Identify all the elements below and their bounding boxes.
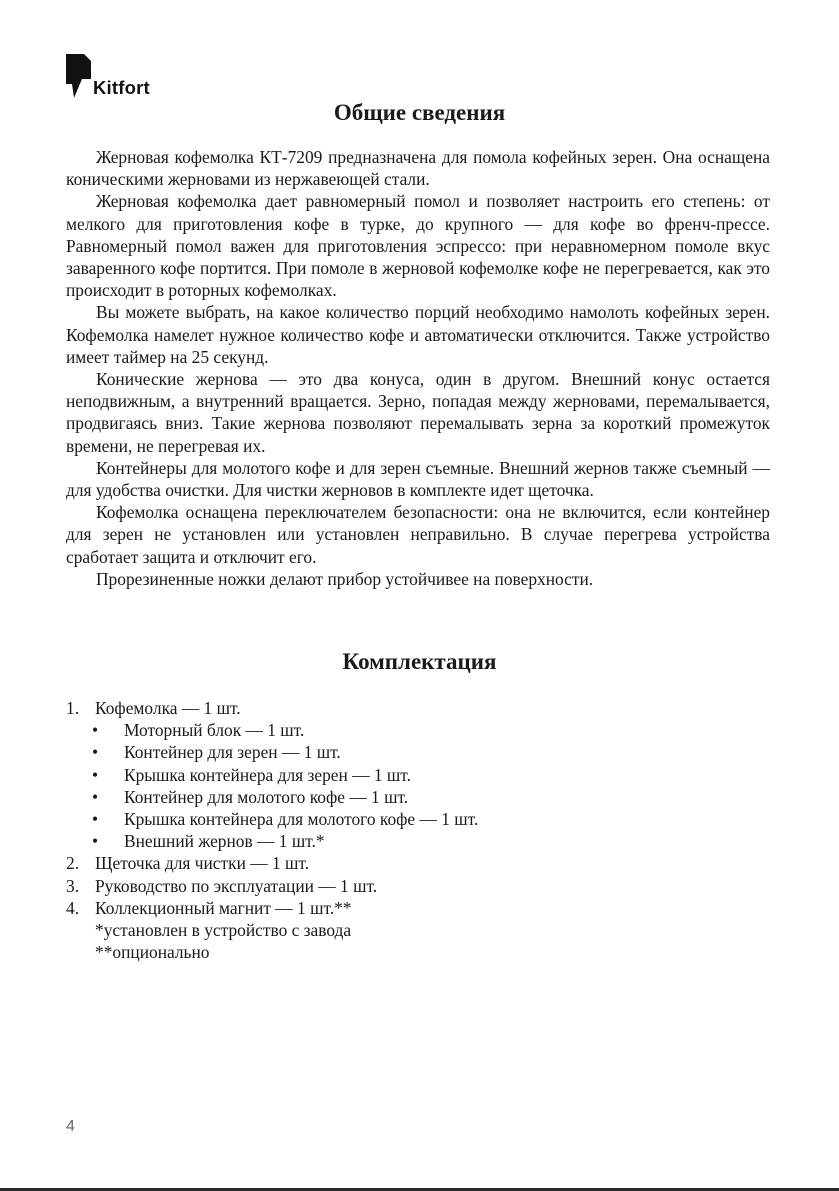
sub-item-text: Крышка контейнера для зерен — 1 шт. [124, 764, 411, 785]
sub-list-item [66, 786, 770, 808]
sub-list-item [66, 808, 770, 830]
intro-paragraph: Вы можете выбрать, на какое количество порций необходимо намолоть кофейных зерен. Кофемолка намелет нужное количество кофе и автоматически отключится. Также устройство имеет таймер на 25 секунд. [66, 302, 770, 367]
intro-paragraph: Конические жернова — это два конуса, один в другом. Внешний конус остается неподвижным, а внутренний вращается. Зерно, попадая между жерновами, перемалывается, продвигаясь вниз. Такие жернова позволяют перемалывать зерна за короткий промежуток времени, не перегревая их. [66, 369, 770, 456]
bullet-icon: • [92, 786, 99, 807]
sub-item-text: Крышка контейнера для молотого кофе — 1 шт. [124, 808, 479, 829]
sub-item-text: Контейнер для зерен — 1 шт. [124, 742, 341, 763]
kitfort-logo-icon [66, 54, 92, 98]
sub-item-text: Контейнер для молотого кофе — 1 шт. [124, 786, 409, 807]
kit-list [66, 697, 770, 963]
brand-logo [66, 54, 176, 100]
item-number: 1. [66, 698, 80, 718]
bullet-icon: • [92, 831, 99, 852]
list-item [66, 697, 770, 719]
footnote: **опционально [95, 942, 210, 963]
sub-item-text: Моторный блок — 1 шт. [124, 720, 305, 741]
intro-body [66, 146, 770, 590]
item-number: 4. [66, 897, 80, 918]
bullet-icon: • [92, 720, 99, 741]
list-item [66, 852, 770, 874]
item-number: 3. [66, 875, 80, 896]
intro-paragraph: Кофемолка оснащена переключателем безопасности: она не включится, если контейнер для зерен не установлен или установлен неправильно. В случае перегрева устройства сработает защита и отключит его. [66, 502, 770, 567]
intro-paragraph: Контейнеры для молотого кофе и для зерен съемные. Внешний жернов также съемный — для удобства очистки. Для чистки жерновов в комплекте идет щеточка. [66, 457, 770, 501]
sub-list-item [66, 764, 770, 786]
item-text: Щеточка для чистки — 1 шт. [95, 853, 310, 874]
intro-paragraph: Жерновая кофемолка КТ-7209 предназначена для помола кофейных зерен. Она оснащена коническими жерновами из нержавеющей стали. [66, 147, 770, 190]
footnote: *установлен в устройство с завода [95, 919, 352, 940]
section-title-general: Общие сведения [333, 100, 506, 125]
sub-list-item [66, 719, 770, 741]
item-number: 2. [66, 853, 80, 874]
list-item [66, 875, 770, 897]
section-title-kit: Комплектация [342, 649, 497, 674]
bullet-icon: • [92, 742, 99, 763]
intro-paragraph: Прорезиненные ножки делают прибор устойчивее на поверхности. [96, 568, 594, 589]
item-text: Руководство по эксплуатации — 1 шт. [95, 875, 378, 896]
page-number: 4 [66, 1118, 75, 1135]
item-text: Коллекционный магнит — 1 шт.** [95, 897, 352, 918]
intro-paragraph: Жерновая кофемолка дает равномерный помол и позволяет настроить его степень: от мелкого для приготовления кофе в турке, до крупного — для кофе во френч-прессе. Равномерный помол важен для приготовления эспрессо: при неравномерном помоле вкус заваренного кофе портится. При помоле в жерновой кофемолке кофе не перегревается, как это происходит в роторных кофемолках. [66, 191, 770, 301]
sub-list-item [66, 830, 770, 852]
item-text: Кофемолка — 1 шт. [95, 698, 241, 718]
list-item [66, 897, 770, 919]
brand-name: Kitfort [93, 77, 150, 98]
sub-item-text: Внешний жернов — 1 шт.* [124, 831, 325, 852]
bullet-icon: • [92, 808, 99, 829]
bullet-icon: • [92, 764, 99, 785]
sub-list-item [66, 741, 770, 763]
